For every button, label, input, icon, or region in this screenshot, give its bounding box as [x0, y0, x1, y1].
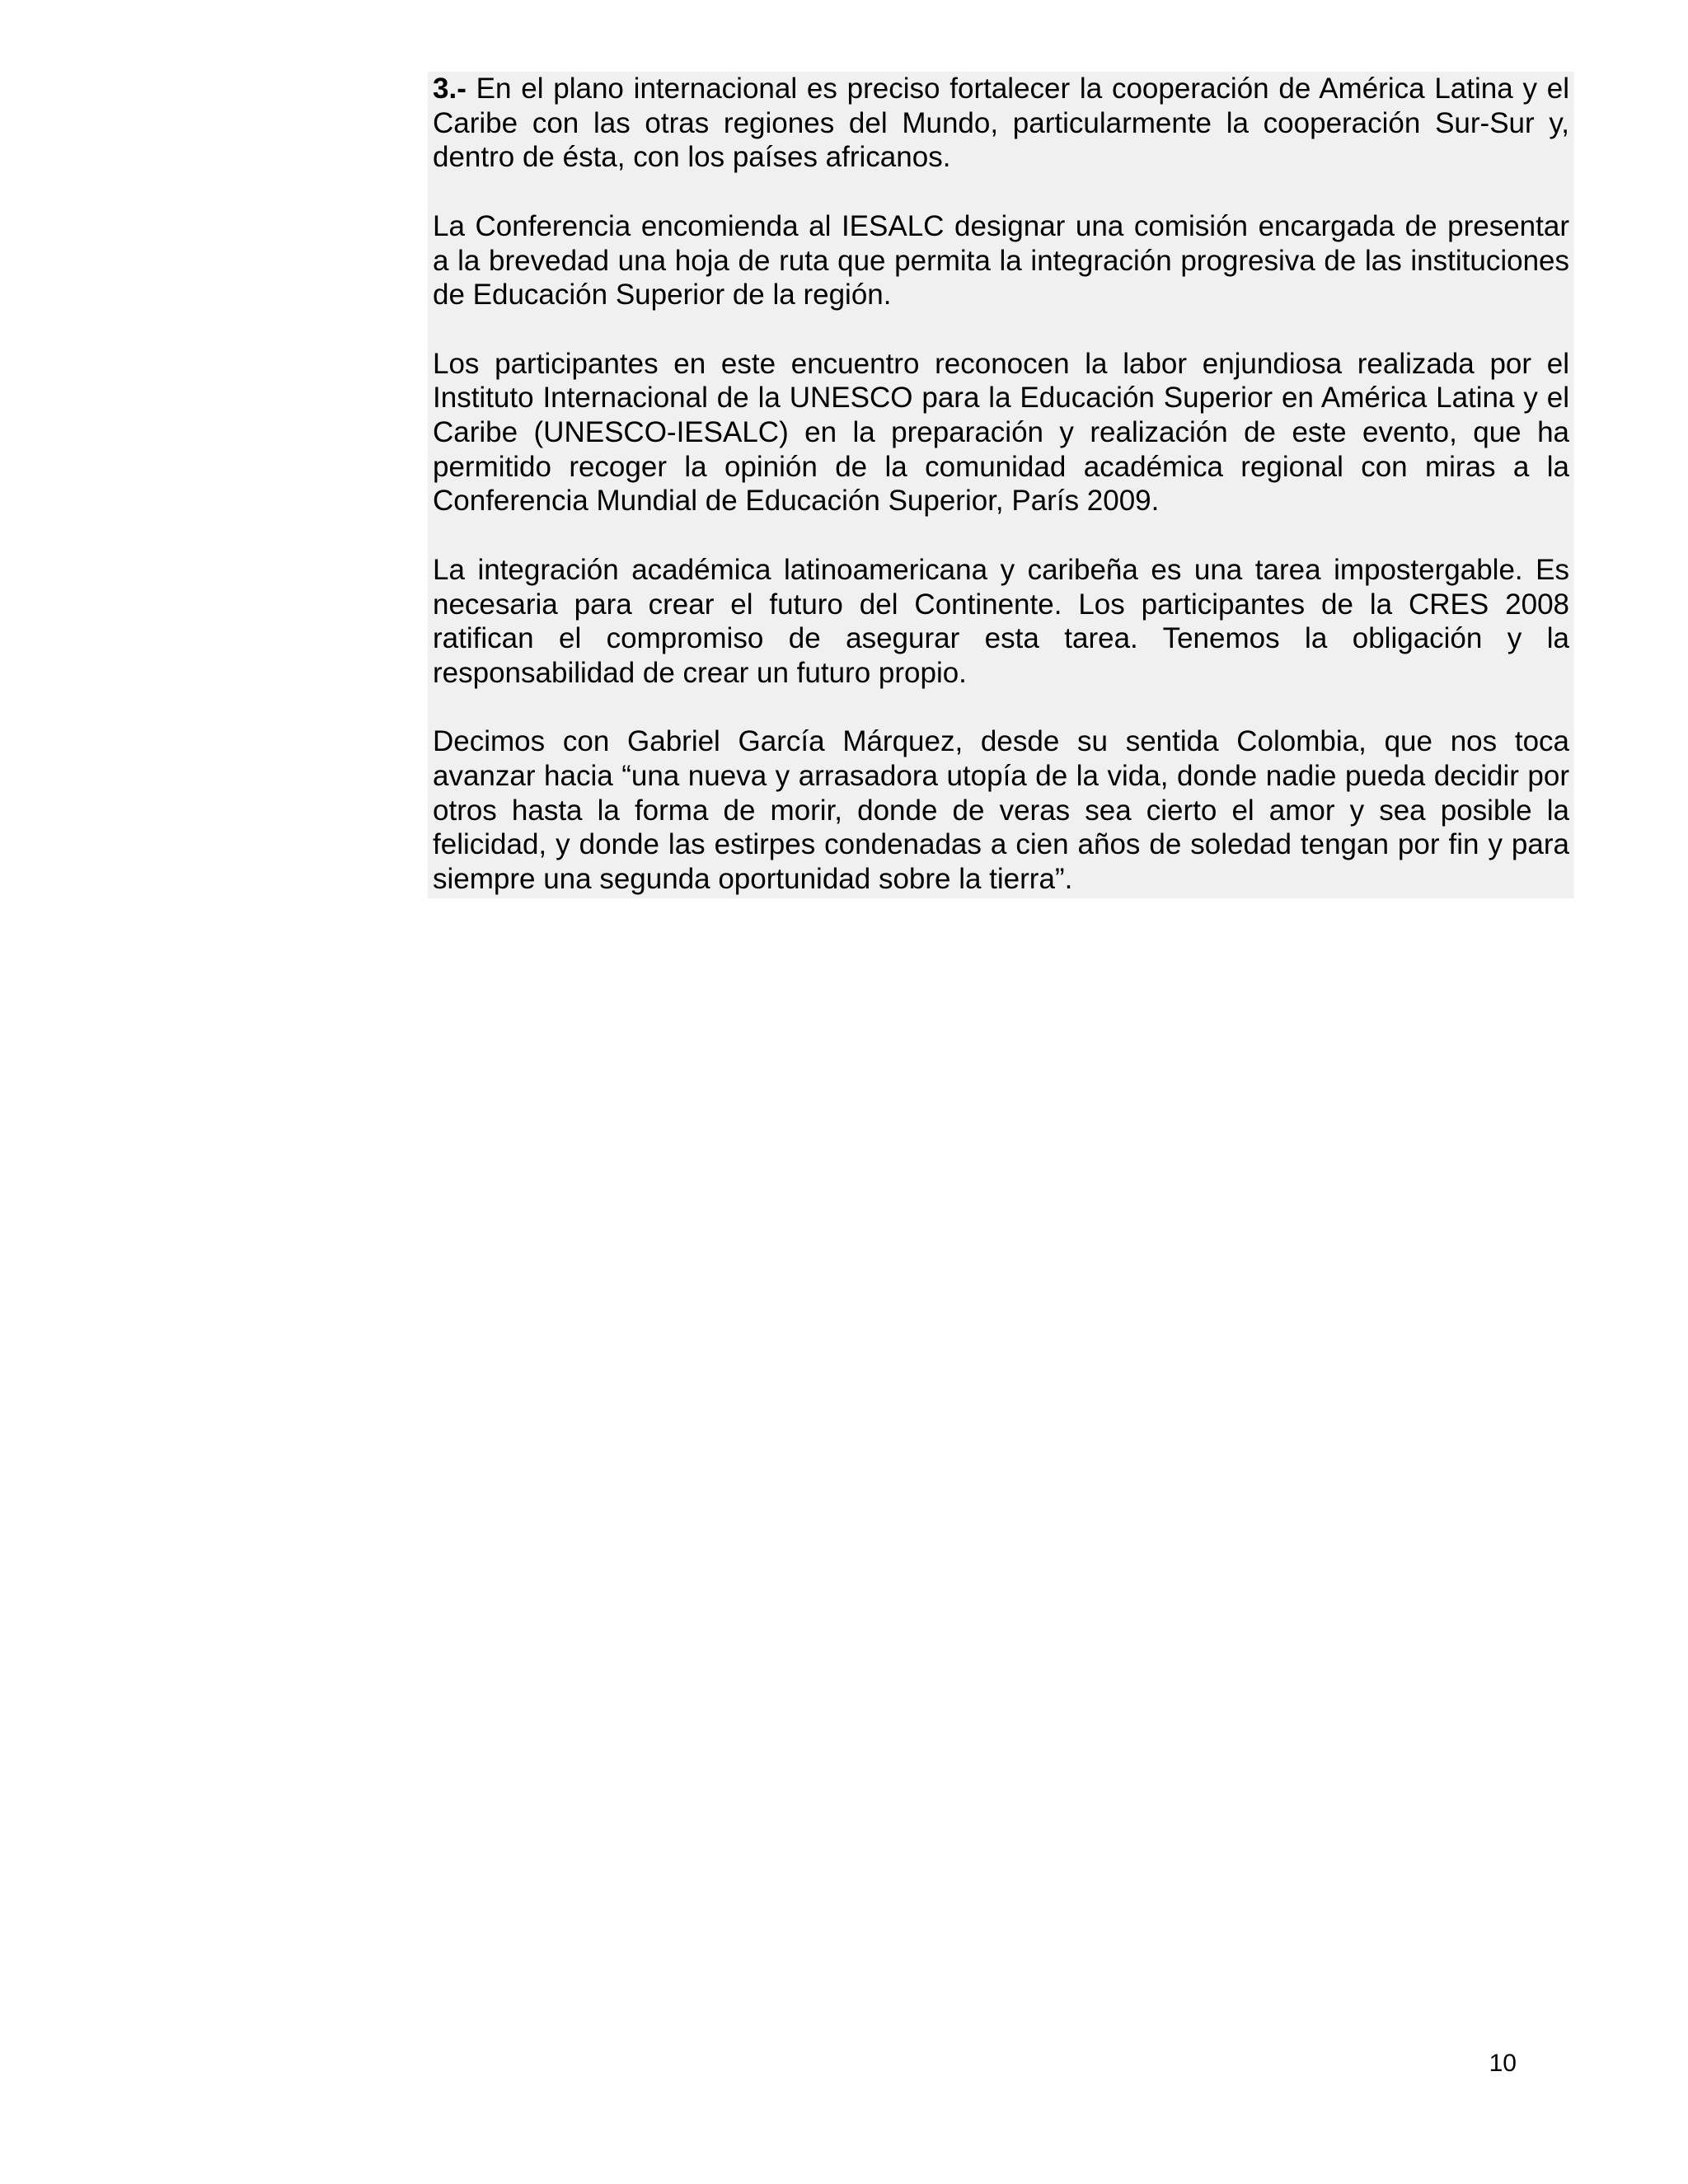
paragraph-3: Los participantes en este encuentro reconocen la labor enjundiosa realizada por el Instituto Internacional de la UNESCO para la Educación Superior en América Latina y el Caribe (UNESCO-IESALC) en la preparación y realización de este evento, que ha permitido recoger la opinión de la comunidad académica regional con miras a la Conferencia Mundial de Educación Superior, París 2009.	[433, 347, 1569, 518]
paragraph-1	[433, 72, 1569, 175]
paragraph-number: 3.-	[433, 73, 467, 105]
paragraph-4: La integración académica latinoamericana y caribeña es una tarea impostergable. Es necesaria para crear el futuro del Continente. Los participantes de la CRES 2008 ratifican el compromiso de asegurar esta tarea. Tenemos la obligación y la responsabilidad de crear un futuro propio.	[433, 553, 1569, 689]
paragraph-1-text: En el plano internacional es preciso fortalecer la cooperación de América Latina y el Caribe con las otras regiones del Mundo, particularmente la cooperación Sur-Sur y, dentro de ésta, con los países africanos.	[433, 73, 1569, 174]
shaded-text-block	[428, 72, 1574, 898]
paragraph-5: Decimos con Gabriel García Márquez, desde su sentida Colombia, que nos toca avanzar hacia “una nueva y arrasadora utopía de la vida, donde nadie pueda decidir por otros hasta la forma de morir, donde de veras sea cierto el amor y sea posible la felicidad, y donde las estirpes condenadas a cien años de soledad tengan por fin y para siempre una segunda oportunidad sobre la tierra”.	[433, 725, 1569, 896]
paragraph-2: La Conferencia encomienda al IESALC designar una comisión encargada de presentar a la brevedad una hoja de ruta que permita la integración progresiva de las instituciones de Educación Superior de la región.	[433, 209, 1569, 312]
page-number: 10	[1489, 2050, 1517, 2077]
